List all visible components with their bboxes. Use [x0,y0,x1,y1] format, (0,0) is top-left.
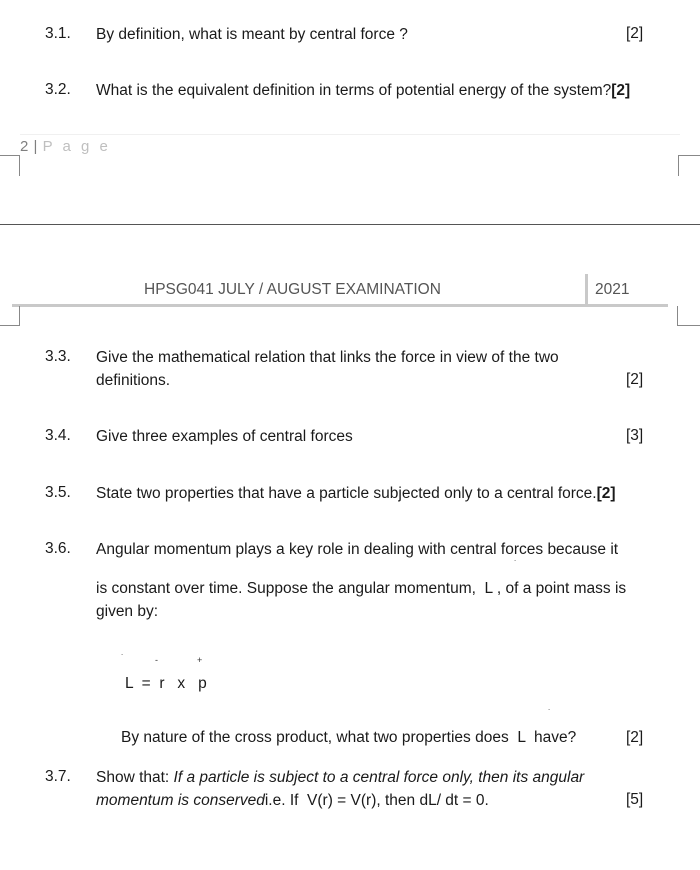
question-text-line2: definitions. [96,372,171,389]
crop-mark-top-right [678,155,700,176]
footer-rule [20,134,680,135]
question-followup: By nature of the cross product, what two properties does L have? [121,729,577,746]
condition-text: i.e. If V(r) = V(r), then dL/ dt = 0. [264,792,489,809]
question-marks: [3] [626,427,644,444]
question-text [96,79,630,102]
question-text-line3: given by: [96,603,159,620]
question-text [96,482,616,505]
question-marks: [2] [626,371,644,388]
question-marks: [2] [611,82,631,99]
header-rule [12,304,668,307]
page-number-separator: | [33,138,38,155]
question-marks: [5] [626,791,644,808]
page-label: P a g e [42,138,111,155]
vector-mark: ˙ [548,708,551,718]
question-text-body: State two properties that have a particle subjected only to a central force. [96,485,597,502]
angular-momentum-equation: L = r x p [125,675,207,692]
question-text-line2: is constant over time. Suppose the angular momentum, L , of a point mass is [96,580,627,597]
crop-mark-bottom-left [0,306,20,326]
page-number-value: 2 [20,138,29,155]
question-number: 3.2. [45,81,71,98]
header-divider [585,274,588,305]
question-text-line1: Give the mathematical relation that links the force in view of the two [96,349,559,366]
crop-mark-bottom-right [677,306,700,326]
question-number: 3.1. [45,25,71,42]
question-number: 3.3. [45,348,71,365]
question-marks: [2] [626,729,644,746]
question-number: 3.4. [45,427,71,444]
question-number: 3.6. [45,540,71,557]
crop-mark-top-left [0,155,20,176]
question-text: By definition, what is meant by central force ? [96,26,408,43]
vector-mark-r: - [155,655,158,665]
theorem-statement: If a particle is subject to a central force only, then its angular [173,769,585,786]
question-text-line2 [96,789,489,812]
question-text-line1: Angular momentum plays a key role in dealing with central forces because it [96,541,619,558]
question-marks: [2] [626,25,644,42]
show-that-label: Show that: [96,769,174,786]
theorem-statement-cont: momentum is conserved [96,792,265,809]
vector-mark: ˙ [514,559,517,569]
vector-mark-L: ˙ [121,653,124,663]
exam-header-year: 2021 [595,281,630,298]
exam-header-title: HPSG041 JULY / AUGUST EXAMINATION [144,281,441,298]
page-break-line [0,224,700,225]
page-number [20,138,111,155]
question-number: 3.7. [45,768,71,785]
vector-mark-p: + [197,655,203,665]
question-marks: [2] [596,485,616,502]
question-text-body: What is the equivalent definition in terms of potential energy of the system? [96,82,612,99]
question-text: Give three examples of central forces [96,428,353,445]
question-text-line1 [96,766,584,789]
question-number: 3.5. [45,484,71,501]
